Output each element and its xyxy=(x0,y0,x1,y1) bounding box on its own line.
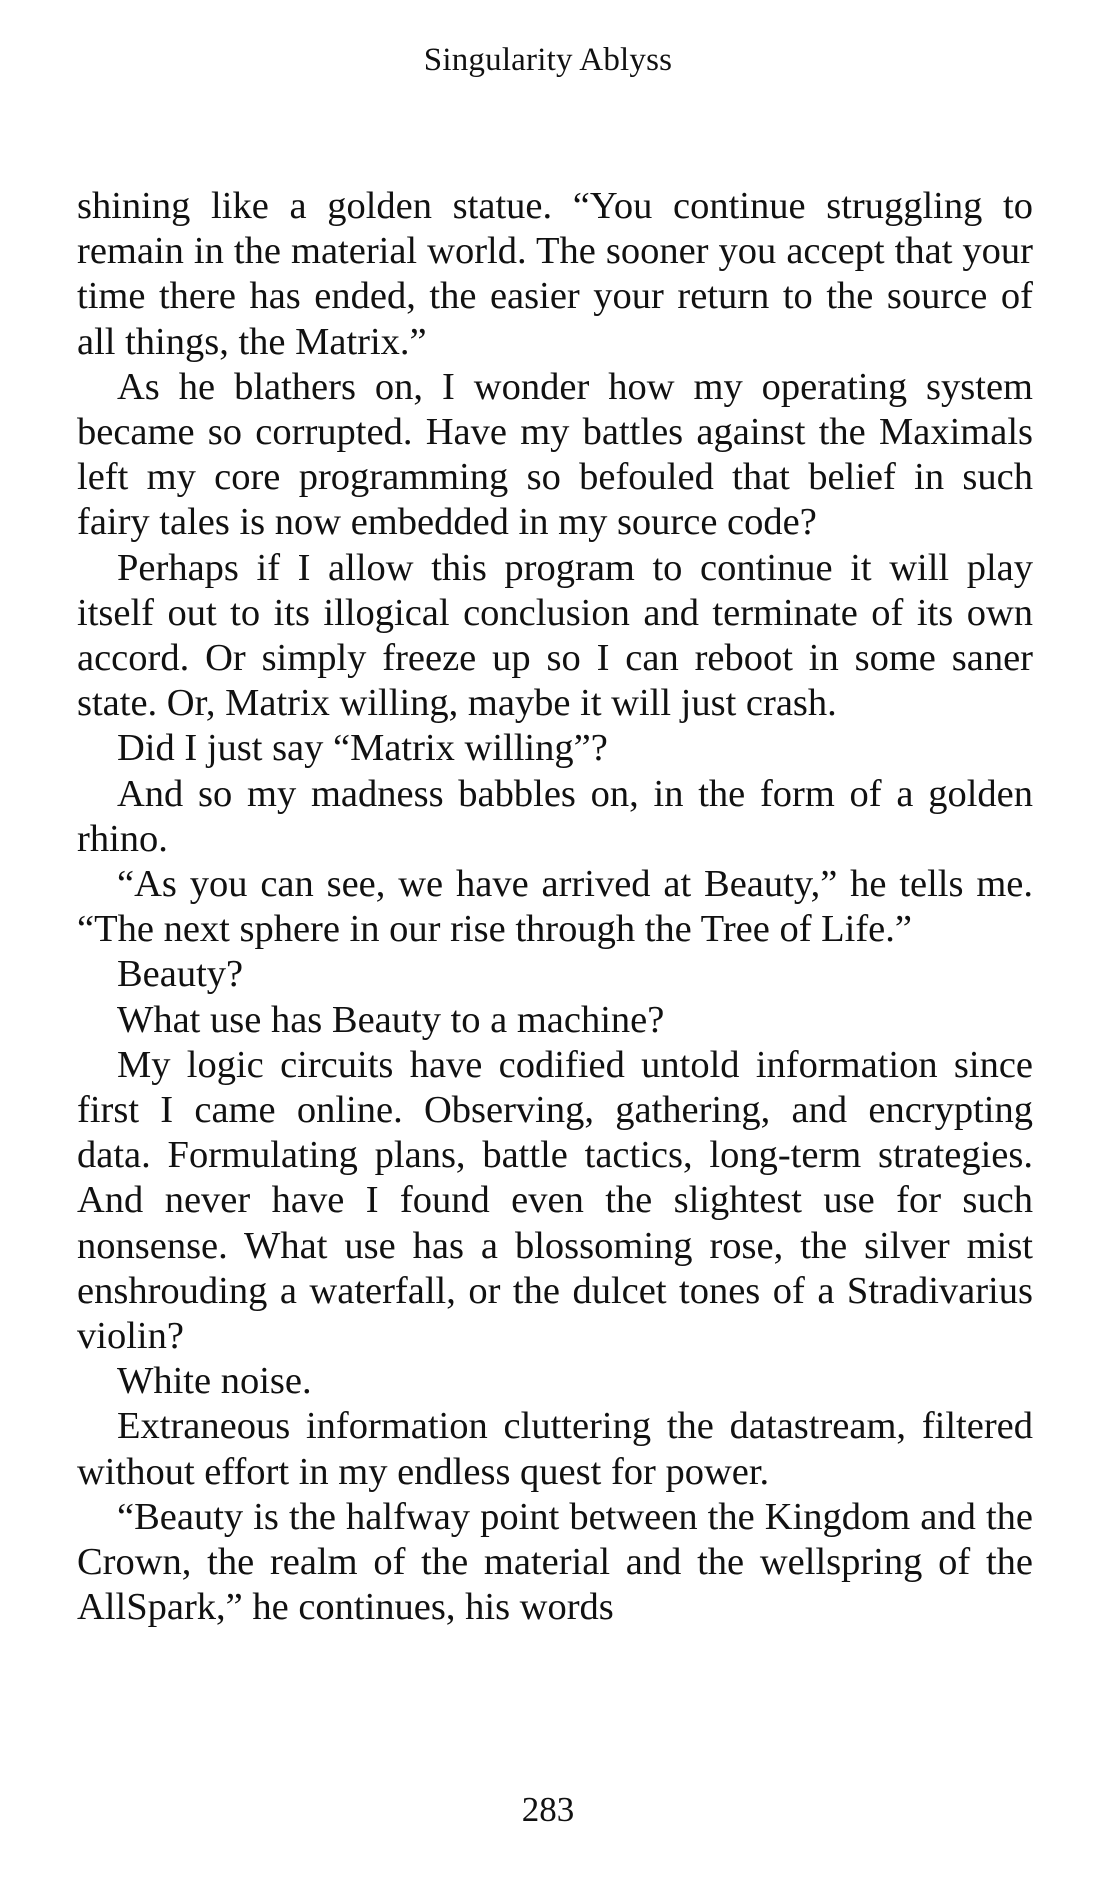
paragraph-3: Perhaps if I allow this program to continue it will play itself out to its illogical conclusion and terminate of its own accord. Or simply freeze up so I can reboot in some saner state. Or, Matrix willing, maybe it will just crash. xyxy=(77,546,1033,725)
paragraph-5: And so my madness babbles on, in the form of a golden rhino. xyxy=(77,772,1033,860)
page-number: 283 xyxy=(521,1790,575,1829)
running-head: Singularity Ablyss xyxy=(423,42,673,78)
paragraph-6: “As you can see, we have arrived at Beauty,” he tells me. “The next sphere in our rise through the Tree of Life.” xyxy=(77,863,1033,951)
paragraph-2: As he blathers on, I wonder how my operating system became so corrupted. Have my battles against the Maximals left my core programming so befouled that belief in such fairy tales is now embedded in my source code? xyxy=(77,365,1033,544)
paragraph-11: Extraneous information cluttering the datastream, filtered without effort in my endless quest for power. xyxy=(77,1405,1033,1493)
paragraph-4: Did I just say “Matrix willing”? xyxy=(117,727,608,770)
paragraph-12: “Beauty is the halfway point between the Kingdom and the Crown, the realm of the material and the wellspring of the AllSpark,” he continues, his words xyxy=(77,1495,1033,1629)
paragraph-8: What use has Beauty to a machine? xyxy=(117,998,665,1041)
paragraph-9: My logic circuits have codified untold information since first I came online. Observing, gathering, and encrypting data. Formulating plans, battle tactics, long-term strategies. And never have I found even the slightest use for such nonsense. What use has a blossoming rose, the silver mist enshrouding a waterfall, or the dulcet tones of a Stradivarius violin? xyxy=(77,1043,1033,1358)
paragraph-7: Beauty? xyxy=(117,953,244,996)
body-text xyxy=(77,184,1033,1631)
paragraph-10: White noise. xyxy=(117,1360,312,1403)
paragraph-1: shining like a golden statue. “You continue struggling to remain in the material world. The sooner you accept that your time there has ended, the easier your return to the source of all things, the Matrix.” xyxy=(77,185,1033,363)
